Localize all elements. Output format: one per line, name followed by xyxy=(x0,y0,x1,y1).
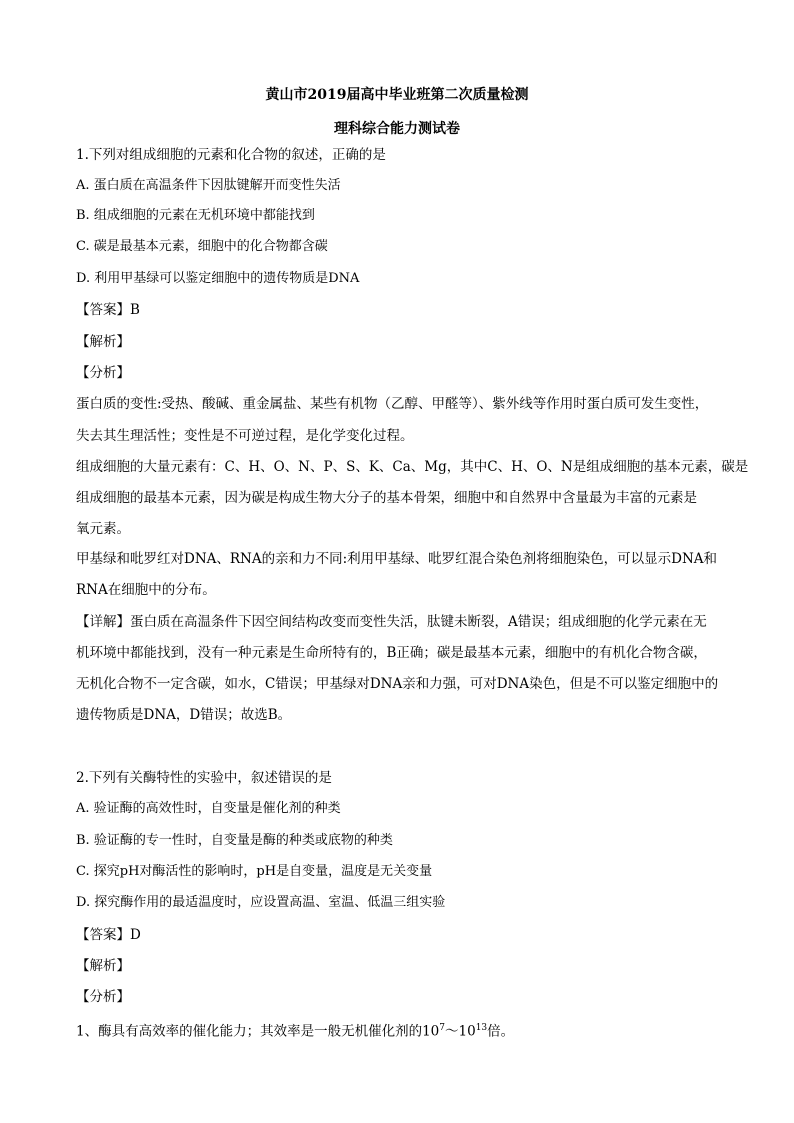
document-subtitle: 理科综合能力测试卷 xyxy=(334,121,460,137)
q1-option-c: C. 碳是最基本元素，细胞中的化合物都含碳 xyxy=(76,239,328,254)
q1-analysis-line: 甲基绿和吡罗红对DNA、RNA的亲和力不同:利用甲基绿、吡罗红混合染色剂将细胞染色，可以显示DNA和 xyxy=(76,551,718,567)
q1-detail-line: 机环境中都能找到，没有一种元素是生命所特有的，B正确；碳是最基本元素，细胞中的有机化合物含碳， xyxy=(76,645,707,661)
q1-answer: 【答案】B xyxy=(76,302,140,318)
q1-analysis-label: 【解析】 xyxy=(76,334,130,350)
q1-analysis-line: 失去其生理活性；变性是不可逆过程，是化学变化过程。 xyxy=(76,428,414,444)
q1-analysis-line: 组成细胞的大量元素有：C、H、O、N、P、S、K、Ca、Mg，其中C、H、O、N是组成细胞的基本元素，碳是 xyxy=(76,459,749,475)
q1-option-b: B. 组成细胞的元素在无机环境中都能找到 xyxy=(76,208,315,223)
q1-detail-line: 【详解】蛋白质在高温条件下因空间结构改变而变性失活，肽键未断裂，A错误；组成细胞的化学元素在无 xyxy=(76,614,707,630)
q2-answer: 【答案】D xyxy=(76,927,141,943)
q1-analysis-line: 组成细胞的最基本元素，因为碳是构成生物大分子的基本骨架，细胞中和自然界中含量最为丰富的元素是 xyxy=(76,490,697,506)
question-1: 1.下列对组成细胞的元素和化合物的叙述，正确的是 xyxy=(76,147,386,163)
q1-analysis-line: 蛋白质的变性:受热、酸碱、重金属盐、某些有机物（乙醇、甲醛等）、紫外线等作用时蛋白质可发生变性， xyxy=(76,396,709,412)
q2-option-b: B. 验证酶的专一性时，自变量是酶的种类或底物的种类 xyxy=(76,833,393,848)
q1-option-a: A. 蛋白质在高温条件下因肽键解开而变性失活 xyxy=(76,178,341,193)
q2-option-c: C. 探究pH对酶活性的影响时，pH是自变量，温度是无关变量 xyxy=(76,864,433,879)
q2-analysis-line xyxy=(76,1019,726,1041)
q2-analysis-label: 【解析】 xyxy=(76,958,130,974)
q2-line1-prefix: 1、酶具有高效率的催化能力；其效率是一般无机催化剂的10 xyxy=(76,1023,440,1040)
question-2: 2.下列有关酶特性的实验中，叙述错误的是 xyxy=(76,770,332,786)
q2-option-a: A. 验证酶的高效性时，自变量是催化剂的种类 xyxy=(76,801,341,816)
q1-option-d: D. 利用甲基绿可以鉴定细胞中的遗传物质是DNA xyxy=(76,271,360,286)
q2-option-d: D. 探究酶作用的最适温度时，应设置高温、室温、低温三组实验 xyxy=(76,895,446,910)
q2-sup-exponent-1: 7 xyxy=(439,1023,446,1033)
q1-detail-line: 遗传物质是DNA，D错误；故选B。 xyxy=(76,707,292,723)
q2-fenxi-label: 【分析】 xyxy=(76,989,130,1005)
q1-fenxi-label: 【分析】 xyxy=(76,365,130,381)
q2-sup-exponent-2: 13 xyxy=(475,1023,488,1033)
document-title: 黄山市2019届高中毕业班第二次质量检测 xyxy=(265,87,529,103)
q2-line1-suffix: 倍。 xyxy=(487,1023,515,1040)
q1-detail-line: 无机化合物不一定含碳，如水，C错误；甲基绿对DNA亲和力强，可对DNA染色，但是不可以鉴定细胞中的 xyxy=(76,676,719,692)
q1-analysis-line: 氧元素。 xyxy=(76,521,130,537)
q1-analysis-line: RNA在细胞中的分布。 xyxy=(76,582,216,598)
q2-tilde: ～10 xyxy=(445,1023,476,1040)
